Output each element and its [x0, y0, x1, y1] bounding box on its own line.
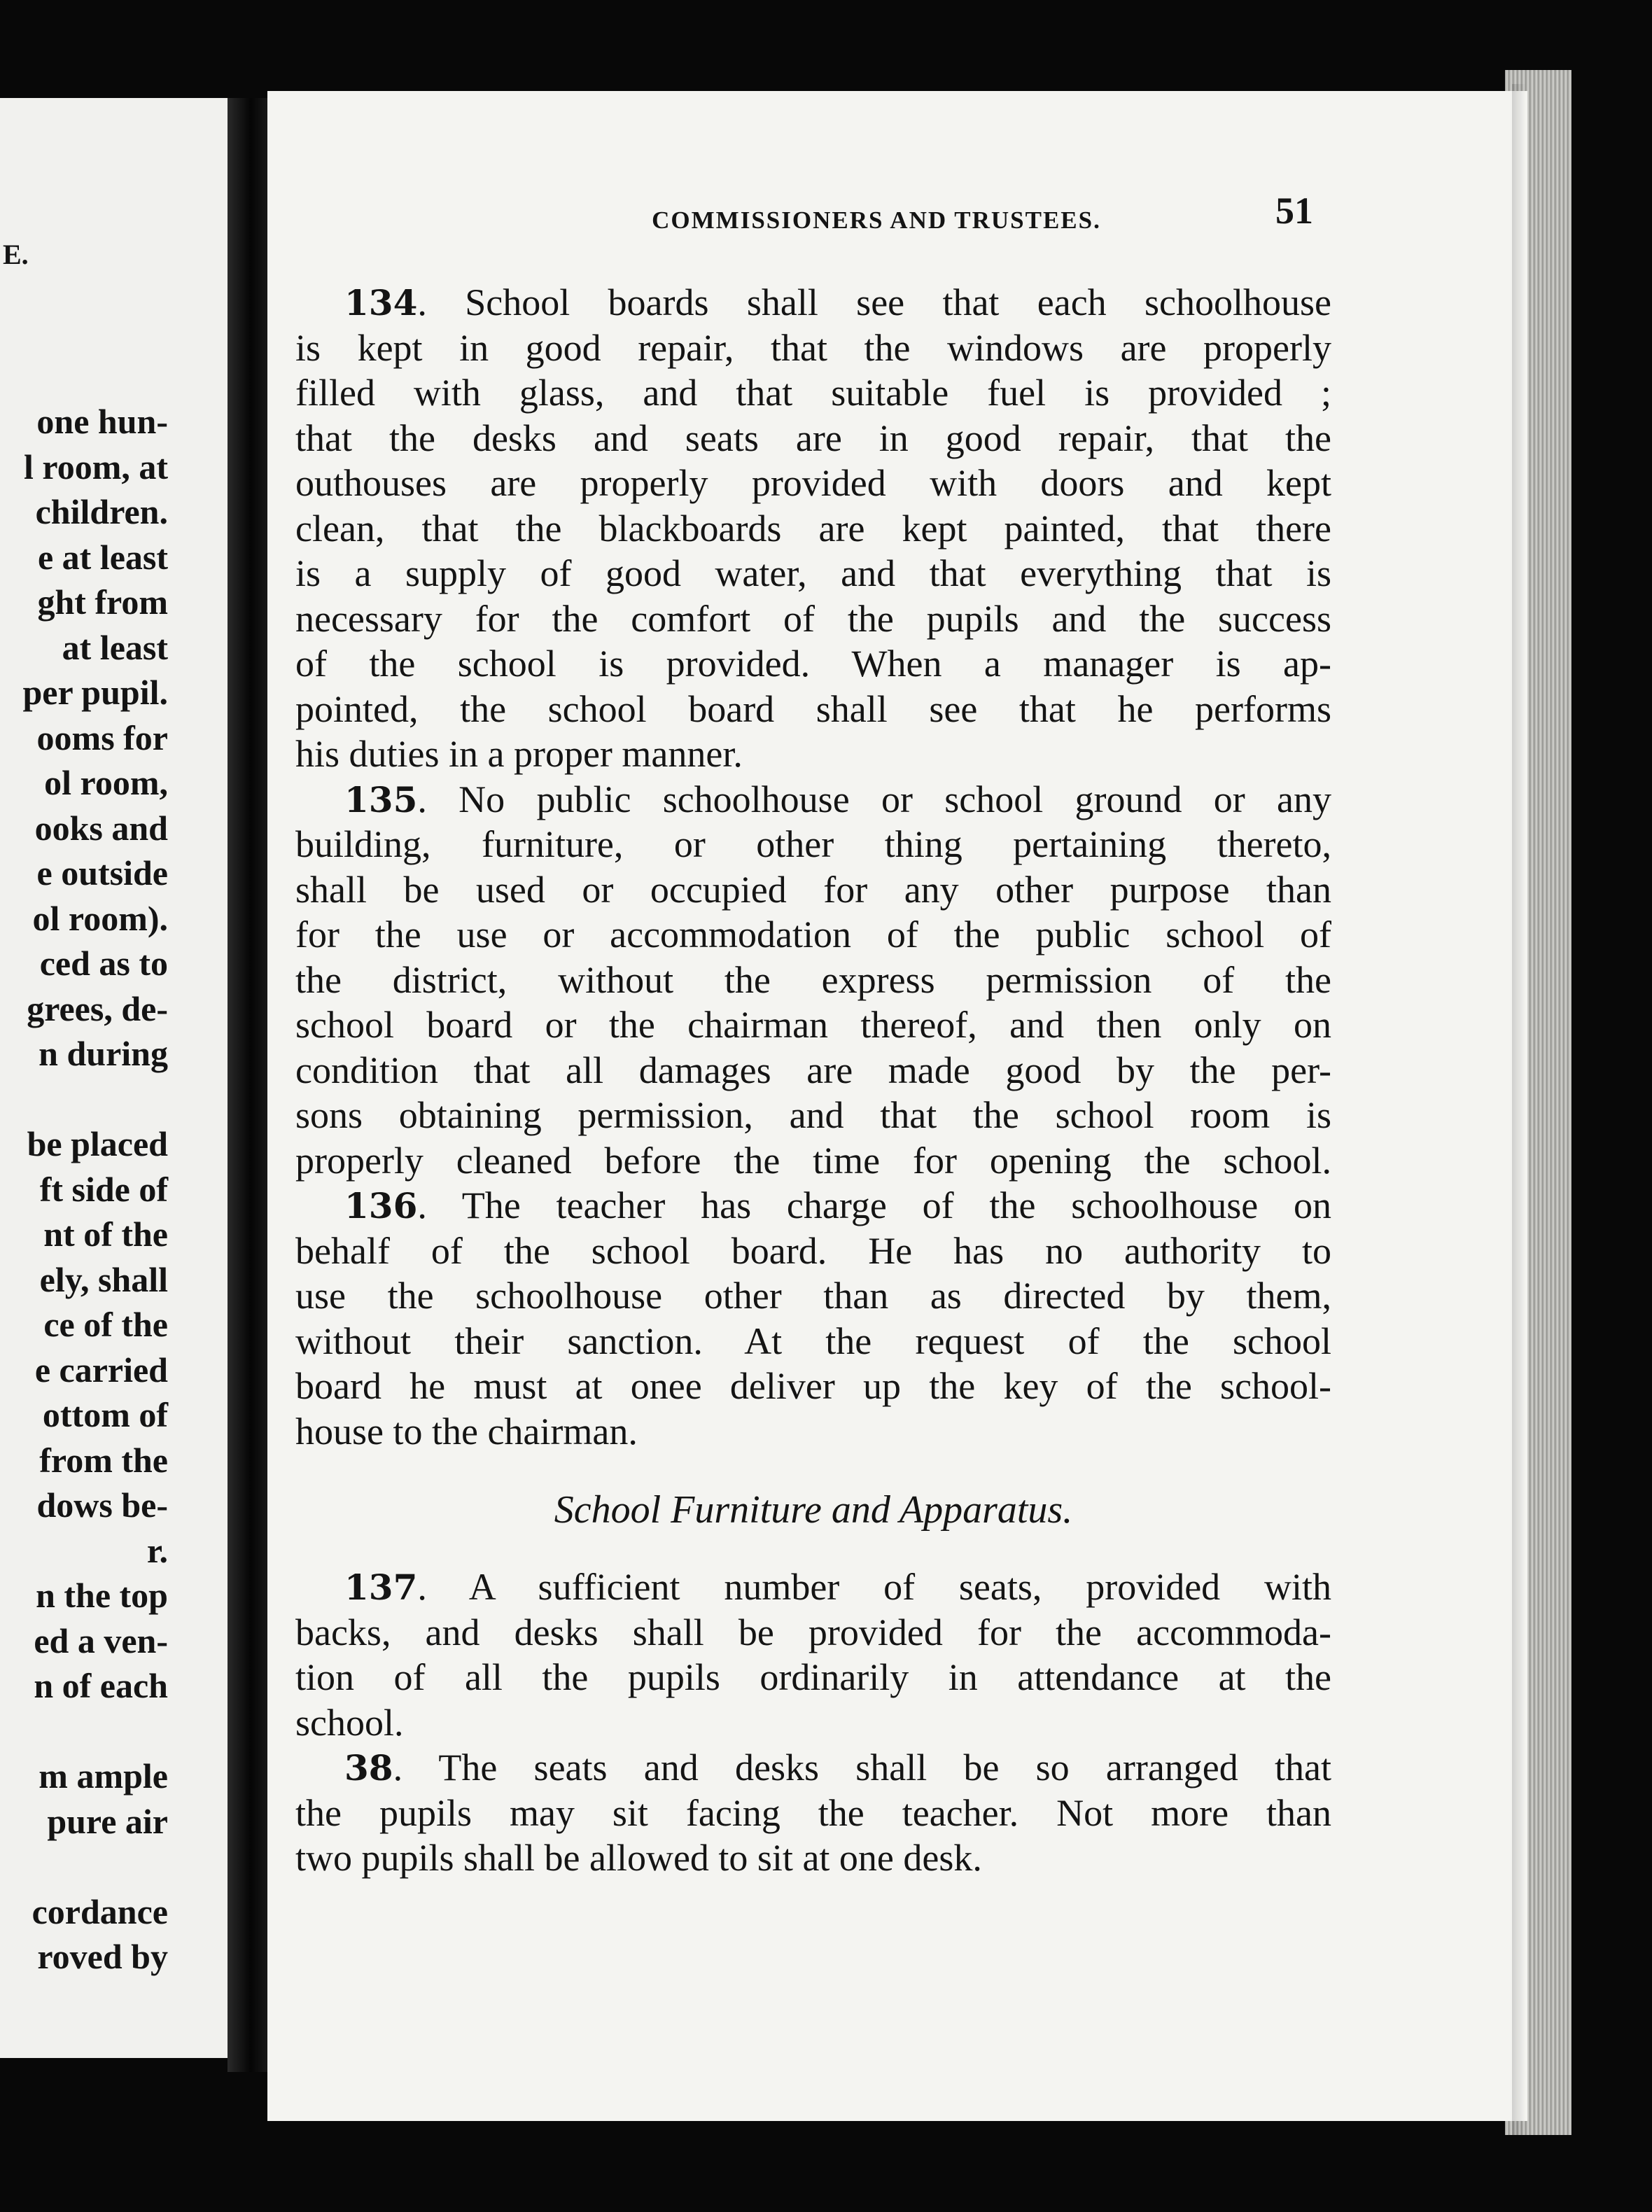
section-135-line: 135. No public schoolhouse or school ground or any	[344, 778, 1331, 820]
section-number: 134	[344, 282, 418, 323]
text-line: building, furniture, or other thing pertaining thereto,	[295, 823, 1331, 865]
left-line	[0, 1709, 168, 1754]
left-line: ely, shall	[39, 1259, 168, 1299]
text-line: behalf of the school board. He has no authority to	[295, 1229, 1331, 1272]
book-gutter	[227, 98, 270, 2072]
text-line: for the use or accommodation of the public school of	[295, 913, 1331, 955]
section-number: 38	[344, 1747, 393, 1788]
left-line: n the top	[36, 1576, 168, 1615]
left-line: per pupil.	[22, 673, 168, 712]
left-line: ced as to	[39, 944, 168, 983]
text-line: two pupils shall be allowed to sit at one desk.	[295, 1837, 982, 1879]
text-line: filled with glass, and that suitable fuel is provided ;	[295, 372, 1331, 414]
page-shadow	[1512, 84, 1526, 2135]
left-line: n of each	[34, 1666, 168, 1705]
text-line: use the schoolhouse other than as directed by them,	[295, 1275, 1331, 1317]
text-line: is kept in good repair, that the windows are properly	[295, 326, 1331, 369]
text-line: is a supply of good water, and that everything that is	[295, 552, 1331, 594]
text-line: house to the chairman.	[295, 1410, 638, 1452]
left-line: be placed	[27, 1124, 168, 1163]
subheading: School Furniture and Apparatus.	[554, 1488, 1073, 1532]
left-line: ght from	[37, 582, 168, 622]
left-line: from the	[39, 1440, 168, 1480]
left-line: ed a ven-	[34, 1620, 168, 1660]
page-number: 51	[1275, 190, 1313, 232]
left-line	[0, 1844, 168, 1889]
section-138-line: 38. The seats and desks shall be so arranged that	[344, 1746, 1331, 1788]
text-line: his duties in a proper manner.	[295, 733, 743, 775]
text-line: necessary for the comfort of the pupils and the success	[295, 597, 1331, 640]
left-line: at least	[62, 627, 168, 667]
text-line: outhouses are properly provided with doors and kept	[295, 462, 1331, 504]
text-line: school board or the chairman thereof, and then only on	[295, 1004, 1331, 1046]
section-134-line: 134. School boards shall see that each schoolhouse	[344, 281, 1331, 323]
running-head: COMMISSIONERS AND TRUSTEES.	[652, 206, 1101, 234]
text-line: board he must at onee deliver up the key of the school-	[295, 1365, 1331, 1407]
section-number: 135	[344, 778, 418, 820]
left-line: n during	[38, 1034, 168, 1073]
text-line: clean, that the blackboards are kept painted, that there	[295, 507, 1331, 550]
left-line: ol room).	[32, 898, 168, 938]
left-line: grees, de-	[27, 988, 168, 1028]
left-line: dows be-	[36, 1485, 168, 1525]
left-line: nt of the	[43, 1214, 168, 1254]
left-line: roved by	[37, 1937, 168, 1976]
section-number: 136	[344, 1185, 418, 1226]
left-page-text	[0, 399, 168, 1980]
right-page	[267, 91, 1527, 2121]
text-line: condition that all damages are made good by the per-	[295, 1049, 1331, 1091]
text-line: school.	[295, 1701, 404, 1744]
left-line: l room, at	[24, 447, 168, 486]
left-line: one hun-	[36, 402, 168, 441]
text-line: of the school is provided. When a manager is ap-	[295, 643, 1331, 685]
text-line: pointed, the school board shall see that he performs	[295, 687, 1331, 730]
section-number: 137	[344, 1567, 418, 1608]
left-line: r.	[146, 1530, 168, 1570]
text-line: that the desks and seats are in good repair, that the	[295, 416, 1331, 459]
left-line: ol room,	[44, 763, 168, 802]
left-line: e at least	[37, 537, 168, 577]
page-body	[295, 280, 1331, 1881]
left-line: e outside	[36, 853, 168, 892]
left-line: ooms for	[36, 718, 168, 757]
text-line: the district, without the express permission of the	[295, 958, 1331, 1001]
left-line: ottom of	[42, 1395, 168, 1434]
section-136-line: 136. The teacher has charge of the schoolhouse on	[344, 1184, 1331, 1226]
text-line: shall be used or occupied for any other purpose than	[295, 868, 1331, 911]
section-137-line: 137. A sufficient number of seats, provided with	[344, 1566, 1331, 1608]
text-line: tion of all the pupils ordinarily in attendance at the	[295, 1656, 1331, 1698]
left-line: children.	[35, 492, 168, 531]
left-page-header-fragment: E.	[3, 239, 29, 270]
left-line: ce of the	[43, 1305, 168, 1344]
text-line: the pupils may sit facing the teacher. Not more than	[295, 1791, 1331, 1834]
left-line: ooks and	[34, 808, 168, 848]
left-page	[0, 98, 238, 2058]
text-line: sons obtaining permission, and that the school room is	[295, 1094, 1331, 1136]
text-line: backs, and desks shall be provided for the accommoda-	[295, 1611, 1331, 1653]
text-line: properly cleaned before the time for opening the school.	[295, 1139, 1331, 1182]
left-line: m ample	[38, 1756, 168, 1795]
text-line: without their sanction. At the request of the school	[295, 1320, 1331, 1362]
left-line: pure air	[47, 1801, 168, 1841]
left-line: ft side of	[39, 1169, 168, 1209]
left-line	[0, 1077, 168, 1122]
left-line: cordance	[31, 1891, 168, 1931]
left-line: e carried	[34, 1350, 168, 1390]
